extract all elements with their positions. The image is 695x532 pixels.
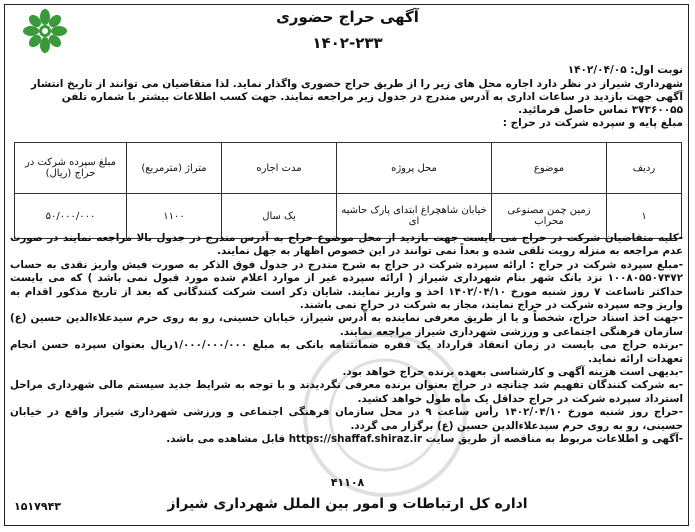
condition-item: -برنده حراج می بایست در زمان انعقاد قرارداد یک فقره ضمانتنامه بانکی به مبلغ ۱/۰۰۰/۰۰۰/۰۰۰ریال بعنوان سپرده حسن انجام تعهدات ارائه نماید. <box>10 339 683 365</box>
col-header-subject: موضوع <box>492 143 607 194</box>
cell-area: ۱۱۰۰ <box>127 194 222 239</box>
condition-item: -مبلغ سپرده شرکت در حراج : ارائه سپرده شرکت در حراج به شرح مندرج در جدول فوق الذکر به صورت فیش واریز نقدی به حساب ۱۰۰۸۰۵۵۰۷۴۷۲ نزد بانک شهر بنام شهرداری شیراز ( ارائه سپرده غیر از موارد اعلام شده مورد قبول نمی باشد ) که می بایست حداکثر تاساعت ۷ روز شنبه مورخ ۱۴۰۲/۰۴/۱۰ اخذ و واریز نمایند. شایان ذکر است شرکت کنندگانی که بعد از تاریخ مذکور اقدام به واریز وجه سپرده شرکت در حراج نمایند، مجاز به شرکت در حراج نمی باشند. <box>10 258 683 312</box>
col-header-location: محل پروژه <box>337 143 492 194</box>
col-header-area: متراژ (مترمربع) <box>127 143 222 194</box>
auction-items-table <box>14 142 682 239</box>
condition-item: -جهت اخذ اسناد حراج، شخصاً و یا از طریق معرفی نماینده به آدرس شیراز، خیابان حسینی، رو به روی حرم سیدعلاءالدین حسین (ع) سازمان فرهنگی اجتماعی و ورزشی شهرداری شیراز مراجعه نمایند. <box>10 312 683 338</box>
col-header-deposit: مبلغ سپرده شرکت در حراج (ریال) <box>15 143 127 194</box>
publication-date: نوبت اول: ۱۴۰۲/۰۴/۰۵ <box>567 64 683 76</box>
condition-item: -بدیهی است هزینه آگهی و کارشناسی بعهده برنده حراج خواهد بود. <box>342 366 683 379</box>
conditions-list <box>10 232 683 447</box>
col-header-lease-duration: مدت اجاره <box>222 143 337 194</box>
notice-title: آگهی حراج حضوری <box>276 8 419 26</box>
reference-code-top: ۴۱۱۰۸ <box>330 476 365 489</box>
notice-number: ۱۴۰۲-۲۳۳ <box>312 34 383 52</box>
intro-paragraph <box>10 78 683 130</box>
cell-deposit: ۵۰/۰۰۰/۰۰۰ <box>15 194 127 239</box>
reference-code-bottom: ۱۵۱۷۹۴۳ <box>14 500 61 513</box>
intro-text: شهرداری شیراز در نظر دارد اجاره محل های زیر را از طریق حراج حضوری واگذار نماید. لذا متقاضیان می توانند از تاریخ انتشار آگهی جهت بازدید در ساعات اداری به آدرس مندرج در جدول زیر مراجعه نمایند. جهت کسب اطلاعات بیشتر با شماره تلفن ۳۷۳۶۰۰۵۵ تماس حاصل فرمائید. <box>30 78 683 116</box>
cell-row-number: ۱ <box>607 194 682 239</box>
condition-item: -کلیه متقاضیان شرکت در حراج می بایست جهت بازدید از محل موضوع حراج به آدرس مندرج در جدول بالا مراجعه نمایند در صورت عدم مراجعه به منزله رویت تلقی شده و بعداً نمی توانند در این خصوص اظهار به جهل نمایند. <box>10 232 683 258</box>
intro-deposit-heading: مبلغ پایه و سپرده شرکت در حراج : <box>502 117 683 129</box>
condition-item: -به شرکت کنندگان تفهیم شد چنانچه در حراج بعنوان برنده معرفی نگردیدند و با توجه به شرایط جدید سیستم مالی شهرداری مراحل استرداد سپرده شرکت در حراج حداقل یک ماه طول خواهد کشید. <box>10 379 683 405</box>
cell-location: خیابان شاهچراغ ابتدای پارک حاشیه ای <box>337 194 492 239</box>
issuer-footer: اداره کل ارتباطات و امور بین الملل شهرداری شیراز <box>167 496 528 512</box>
condition-item-website[interactable]: -آگهی و اطلاعات مربوط به مناقصه از طریق سایت https://shaffaf.shiraz.ir قابل مشاهده می باشد. <box>166 433 683 446</box>
cell-subject: زمین چمن مصنوعی محراب <box>492 194 607 239</box>
condition-item: -حراج روز شنبه مورخ ۱۴۰۲/۰۴/۱۰ رأس ساعت ۹ در محل سازمان فرهنگی اجتماعی و ورزشی شهرداری شیراز واقع در خیابان حسینی، رو به روی حرم سیدعلاءالدین حسین (ع) برگزار می گردد. <box>10 406 683 432</box>
cell-lease-duration: یک سال <box>222 194 337 239</box>
table-header-row <box>15 143 682 194</box>
col-header-row-number: ردیف <box>607 143 682 194</box>
